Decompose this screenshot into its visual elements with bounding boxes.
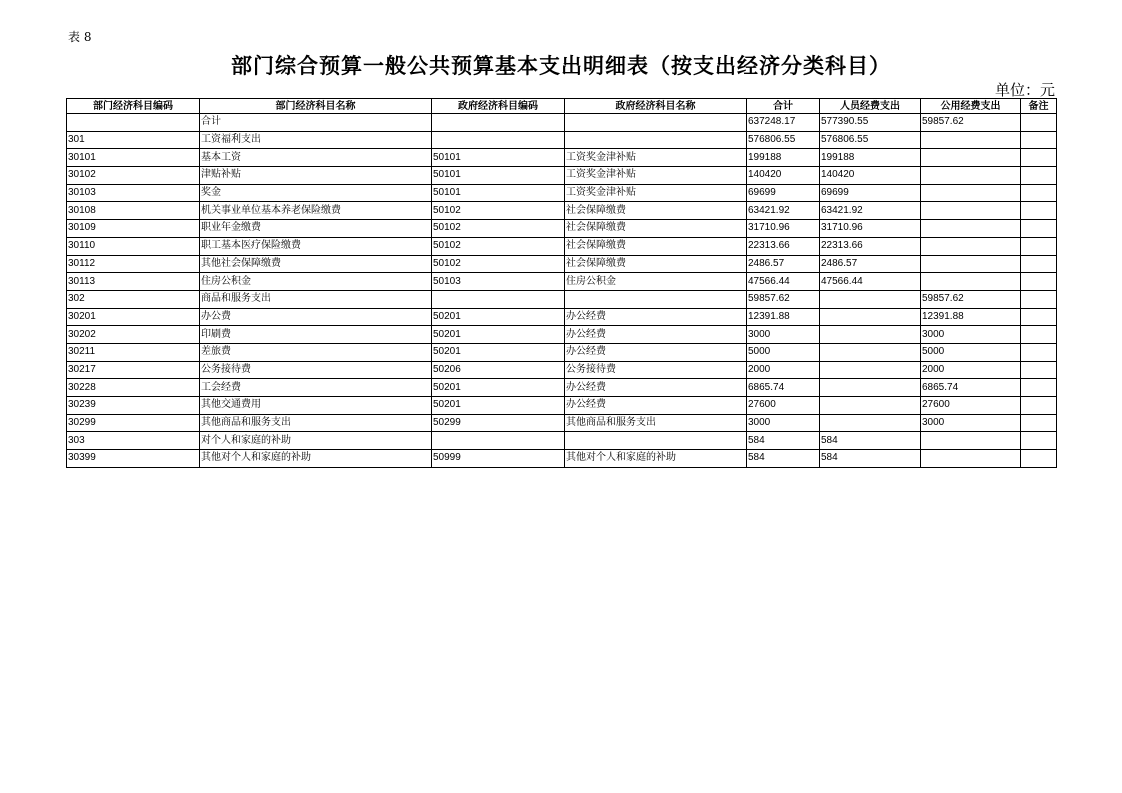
cell-dept-name: 其他交通费用 [200,397,432,415]
document-title: 部门综合预算一般公共预算基本支出明细表（按支出经济分类科目） [231,53,891,78]
cell-gov-code: 50102 [432,220,565,238]
cell-gov-code: 50101 [432,184,565,202]
cell-personnel [820,308,921,326]
cell-dept-code: 30239 [67,397,200,415]
cell-personnel: 2486.57 [820,255,921,273]
cell-personnel: 22313.66 [820,237,921,255]
table-row [67,114,1057,132]
cell-dept-code: 30112 [67,255,200,273]
cell-total: 637248.17 [747,114,820,132]
cell-gov-code: 50201 [432,326,565,344]
cell-gov-name: 社会保障缴费 [565,237,747,255]
cell-note [1021,149,1057,167]
cell-public: 5000 [921,343,1021,361]
cell-note [1021,414,1057,432]
table-row [67,255,1057,273]
column-header-public: 公用经费支出 [921,99,1021,114]
cell-personnel: 584 [820,432,921,450]
cell-public [921,273,1021,291]
table-row [67,308,1057,326]
cell-public [921,432,1021,450]
table-row [67,131,1057,149]
cell-gov-code [432,432,565,450]
cell-gov-code: 50102 [432,202,565,220]
table-row [67,343,1057,361]
cell-gov-name: 工资奖金津补贴 [565,184,747,202]
cell-total: 576806.55 [747,131,820,149]
cell-personnel: 199188 [820,149,921,167]
cell-dept-code: 30108 [67,202,200,220]
cell-total: 3000 [747,326,820,344]
cell-note [1021,184,1057,202]
cell-gov-code: 50201 [432,308,565,326]
cell-gov-name: 工资奖金津补贴 [565,167,747,185]
cell-dept-code: 30102 [67,167,200,185]
cell-dept-name: 工资福利支出 [200,131,432,149]
cell-gov-code: 50101 [432,167,565,185]
table-row [67,184,1057,202]
cell-personnel [820,361,921,379]
cell-dept-code: 30202 [67,326,200,344]
cell-gov-name: 工资奖金津补贴 [565,149,747,167]
cell-public [921,184,1021,202]
cell-dept-name: 津贴补贴 [200,167,432,185]
cell-dept-code: 30217 [67,361,200,379]
cell-public: 6865.74 [921,379,1021,397]
cell-public [921,255,1021,273]
cell-personnel: 584 [820,450,921,468]
cell-dept-name: 基本工资 [200,149,432,167]
cell-note [1021,290,1057,308]
cell-gov-name: 住房公积金 [565,273,747,291]
cell-total: 3000 [747,414,820,432]
cell-dept-code: 302 [67,290,200,308]
table-row [67,432,1057,450]
budget-detail-table [66,98,1057,468]
cell-gov-name: 办公经费 [565,326,747,344]
cell-dept-name: 商品和服务支出 [200,290,432,308]
cell-gov-code: 50201 [432,397,565,415]
cell-public: 59857.62 [921,290,1021,308]
cell-gov-code: 50201 [432,379,565,397]
table-row [67,397,1057,415]
cell-dept-code: 30228 [67,379,200,397]
cell-dept-name: 印刷费 [200,326,432,344]
table-header-row [67,99,1057,114]
cell-dept-name: 合计 [200,114,432,132]
cell-total: 6865.74 [747,379,820,397]
cell-dept-name: 工会经费 [200,379,432,397]
cell-dept-name: 办公费 [200,308,432,326]
column-header-gov-name: 政府经济科目名称 [565,99,747,114]
cell-dept-name: 奖金 [200,184,432,202]
cell-dept-code: 30201 [67,308,200,326]
table-row [67,149,1057,167]
table-row [67,290,1057,308]
cell-public: 59857.62 [921,114,1021,132]
cell-total: 47566.44 [747,273,820,291]
cell-note [1021,114,1057,132]
cell-public [921,450,1021,468]
cell-dept-code: 30211 [67,343,200,361]
cell-dept-code: 30110 [67,237,200,255]
cell-dept-name: 住房公积金 [200,273,432,291]
cell-dept-name: 其他对个人和家庭的补助 [200,450,432,468]
unit-label: 单位：元 [994,81,1055,99]
cell-total: 199188 [747,149,820,167]
column-header-dept-name: 部门经济科目名称 [200,99,432,114]
cell-public [921,131,1021,149]
cell-gov-name [565,131,747,149]
cell-gov-code: 50102 [432,255,565,273]
cell-gov-code: 50201 [432,343,565,361]
cell-total: 5000 [747,343,820,361]
cell-dept-name: 差旅费 [200,343,432,361]
cell-gov-name: 社会保障缴费 [565,202,747,220]
cell-note [1021,237,1057,255]
cell-gov-name: 办公经费 [565,343,747,361]
cell-public: 27600 [921,397,1021,415]
table-row [67,220,1057,238]
cell-gov-code: 50103 [432,273,565,291]
cell-gov-code: 50299 [432,414,565,432]
cell-gov-code: 50102 [432,237,565,255]
cell-public [921,167,1021,185]
cell-total: 584 [747,450,820,468]
column-header-total: 合计 [747,99,820,114]
cell-dept-code: 301 [67,131,200,149]
table-body [67,114,1057,468]
cell-total: 140420 [747,167,820,185]
cell-dept-code: 30103 [67,184,200,202]
cell-dept-name: 机关事业单位基本养老保险缴费 [200,202,432,220]
cell-dept-code: 30101 [67,149,200,167]
cell-total: 2000 [747,361,820,379]
cell-public: 2000 [921,361,1021,379]
cell-total: 69699 [747,184,820,202]
cell-dept-code: 30109 [67,220,200,238]
cell-total: 584 [747,432,820,450]
cell-note [1021,220,1057,238]
cell-dept-code [67,114,200,132]
cell-note [1021,432,1057,450]
cell-note [1021,308,1057,326]
cell-note [1021,167,1057,185]
cell-gov-name: 其他对个人和家庭的补助 [565,450,747,468]
cell-total: 2486.57 [747,255,820,273]
cell-personnel [820,343,921,361]
cell-personnel [820,326,921,344]
cell-dept-name: 其他商品和服务支出 [200,414,432,432]
cell-public [921,237,1021,255]
cell-personnel: 69699 [820,184,921,202]
cell-gov-code [432,131,565,149]
cell-gov-code [432,114,565,132]
cell-note [1021,450,1057,468]
column-header-dept-code: 部门经济科目编码 [67,99,200,114]
cell-gov-name [565,290,747,308]
cell-gov-name: 办公经费 [565,397,747,415]
cell-dept-code: 30399 [67,450,200,468]
cell-personnel [820,379,921,397]
cell-dept-name: 职业年金缴费 [200,220,432,238]
cell-personnel [820,290,921,308]
cell-personnel: 63421.92 [820,202,921,220]
table-row [67,379,1057,397]
cell-public: 3000 [921,414,1021,432]
cell-personnel: 31710.96 [820,220,921,238]
cell-note [1021,326,1057,344]
table-row [67,361,1057,379]
table-row [67,273,1057,291]
cell-total: 22313.66 [747,237,820,255]
table-row [67,167,1057,185]
cell-gov-name: 办公经费 [565,379,747,397]
column-header-gov-code: 政府经济科目编码 [432,99,565,114]
cell-gov-name: 其他商品和服务支出 [565,414,747,432]
cell-gov-name: 办公经费 [565,308,747,326]
cell-note [1021,255,1057,273]
cell-dept-name: 职工基本医疗保险缴费 [200,237,432,255]
cell-dept-code: 30299 [67,414,200,432]
table-row [67,202,1057,220]
cell-note [1021,343,1057,361]
cell-gov-code: 50101 [432,149,565,167]
cell-note [1021,202,1057,220]
cell-total: 27600 [747,397,820,415]
cell-public [921,149,1021,167]
cell-gov-name: 社会保障缴费 [565,220,747,238]
cell-note [1021,273,1057,291]
cell-gov-name [565,114,747,132]
cell-gov-name [565,432,747,450]
cell-public [921,220,1021,238]
cell-dept-code: 30113 [67,273,200,291]
cell-dept-name: 其他社会保障缴费 [200,255,432,273]
cell-dept-code: 303 [67,432,200,450]
cell-gov-name: 社会保障缴费 [565,255,747,273]
cell-note [1021,379,1057,397]
cell-dept-name: 对个人和家庭的补助 [200,432,432,450]
table-row [67,450,1057,468]
cell-public: 12391.88 [921,308,1021,326]
cell-personnel [820,397,921,415]
cell-personnel: 576806.55 [820,131,921,149]
column-header-note: 备注 [1021,99,1057,114]
table-row [67,237,1057,255]
cell-note [1021,131,1057,149]
cell-personnel: 47566.44 [820,273,921,291]
table-number-label: 表 8 [68,30,92,44]
table-row [67,414,1057,432]
cell-gov-name: 公务接待费 [565,361,747,379]
cell-total: 63421.92 [747,202,820,220]
cell-gov-code [432,290,565,308]
cell-dept-name: 公务接待费 [200,361,432,379]
column-header-personnel: 人员经费支出 [820,99,921,114]
cell-personnel [820,414,921,432]
cell-total: 12391.88 [747,308,820,326]
cell-personnel: 140420 [820,167,921,185]
cell-total: 59857.62 [747,290,820,308]
cell-public [921,202,1021,220]
cell-public: 3000 [921,326,1021,344]
cell-note [1021,397,1057,415]
table-row [67,326,1057,344]
cell-total: 31710.96 [747,220,820,238]
cell-note [1021,361,1057,379]
cell-gov-code: 50999 [432,450,565,468]
cell-personnel: 577390.55 [820,114,921,132]
cell-gov-code: 50206 [432,361,565,379]
